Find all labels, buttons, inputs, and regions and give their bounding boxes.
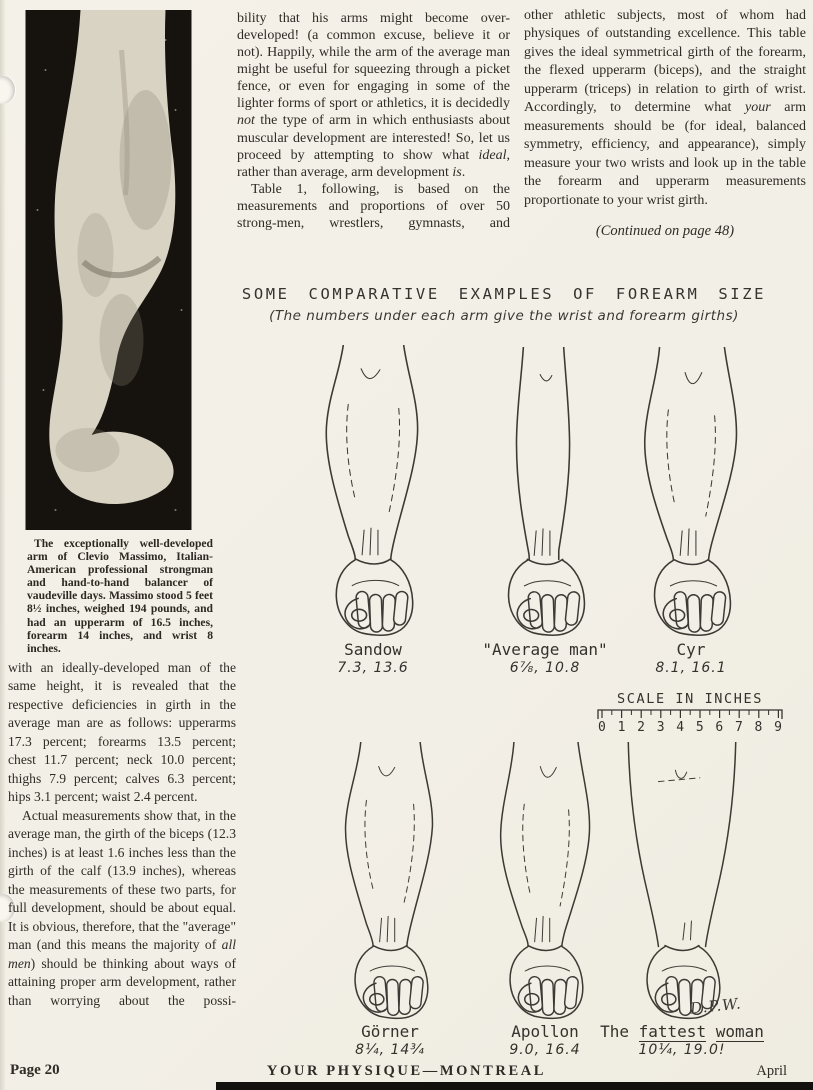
arm-name-part: fattest [638,1022,707,1041]
scale-digit: 8 [754,720,763,735]
paragraph: bility that his arms might become over-developed! (a common excuse, believe it or not). Happily, while the arm of the average man might be useful for squeezing through a picket fence, or even for engaging in some of the lighter forms of sport or athletics, it is decidedly not the type of arm in which enthusiasts about muscular development are interested! So, let us proceed by attempting to show what ideal, rather than average, arm development is. [237,11,510,180]
arm-girths: 8.1, 16.1 [655,660,727,676]
figure-subtitle: (The numbers under each arm give the wrist and forearm girths) [269,308,739,324]
scan-edge-shade [0,0,6,1090]
left-column [8,659,236,1010]
scan-edge-bar [216,1082,813,1090]
arm-name-part: woman [715,1022,764,1041]
scale-digit: 4 [676,720,685,735]
hole-punch [0,76,15,104]
massimo-arm-photo [25,10,192,530]
paragraph: Table 1, following, is based on the measurements and proportions of over 50 strong-men, wrestlers, gymnasts, and [237,181,510,231]
page-number: Page 20 [10,1062,60,1078]
arm-label-cyr [616,640,766,676]
issue-month: April [756,1063,787,1079]
right-column [524,7,806,255]
arm-name-part: The [600,1022,629,1041]
scale-digit: 0 [598,720,606,735]
scale-digit: 5 [695,720,704,735]
scale-digit: 1 [617,720,626,735]
arm-illustration-sandow [298,345,448,637]
paragraph: Actual measurements show that, in the average man, the girth of the biceps (12.3 inches) is at least 1.6 inches less than the girth of the calf (13.9 inches), whereas the measurements of these two parts, for full development, should be about equal. It is obvious, therefore, that the "average" man (and this means the majority of all men) should be thinking about ways of attaining proper arm development, rather than worrying about the possi- [8,807,236,1008]
paragraph: with an ideally-developed man of the same height, it is revealed that the respective deficiencies in girth in the average man are as follows: upperarms 17.3 percent; forearms 13.5 percent; chest 11.7 percent; neck 10.0 percent; thighs 7.9 percent; calves 6.3 percent; hips 3.1 percent; waist 2.4 percent. [8,660,236,805]
arm-illustration-fattest-woman [597,742,767,1020]
arm-label-average-man [470,640,620,676]
arm-name: Sandow [344,640,402,659]
arm-label-fattest-woman [572,1022,792,1058]
scale-digits [598,720,782,735]
scale-digit: 9 [774,720,782,735]
arm-girths: 10¼, 19.0! [638,1042,726,1058]
arm-label-gorner [315,1022,465,1058]
scale-in-inches [592,691,788,735]
arm-name: Apollon [511,1022,579,1041]
arm-girths: 9.0, 16.4 [509,1042,581,1058]
arm-name: Görner [361,1022,419,1041]
arm-name: "Average man" [482,640,608,659]
arm-label-sandow [298,640,448,676]
scale-digit: 6 [715,720,724,735]
arm-girths: 7.3, 13.6 [337,660,409,676]
photo-caption: The exceptionally well-developed arm of Clevio Massimo, Italian-American professional strongman and hand-to-hand balancer of vaudeville days. Massimo stood 5 feet 8½ inches, weighed 194 pounds, and had an upperarm of 16.5 inches, forearm 14 inches, and wrist 8 inches. [27,537,213,655]
arm-illustration-gorner [315,742,465,1020]
scale-digit: 3 [656,720,665,735]
arm-name [572,1022,792,1041]
scale-digit: 2 [637,720,645,735]
arm-name: Cyr [676,640,706,659]
continued-note: (Continued on page 48) [595,223,735,240]
middle-column [237,10,510,232]
magazine-title: YOUR PHYSIQUE—MONTREAL [266,1063,547,1079]
scale-label: SCALE IN INCHES [617,691,763,707]
artist-signature: D.P.W. [689,994,743,1018]
scale-digit: 7 [734,720,743,735]
arm-illustration-average-man [470,347,620,637]
arm-girths: 8¼, 14¾ [355,1042,425,1058]
arm-illustration-cyr [616,347,766,637]
figure-title: SOME COMPARATIVE EXAMPLES OF FOREARM SIZE [241,285,767,303]
arm-girths: 6⅞, 10.8 [509,660,581,676]
arm-photo-graphic [25,10,192,530]
paragraph: other athletic subjects, most of whom had physiques of outstanding excellence. This table gives the ideal symmetrical girth of the forearm, the flexed upperarm (biceps), and the straight upperarm (triceps) in relation to girth of wrist. Accordingly, to determine what your arm measurements should be (for ideal, balanced symmetry, efficiency, and appearance), simply measure your two wrists and look up in the table the forearm and upperarm measurements proportionate to your wrist girth. [524,8,807,208]
